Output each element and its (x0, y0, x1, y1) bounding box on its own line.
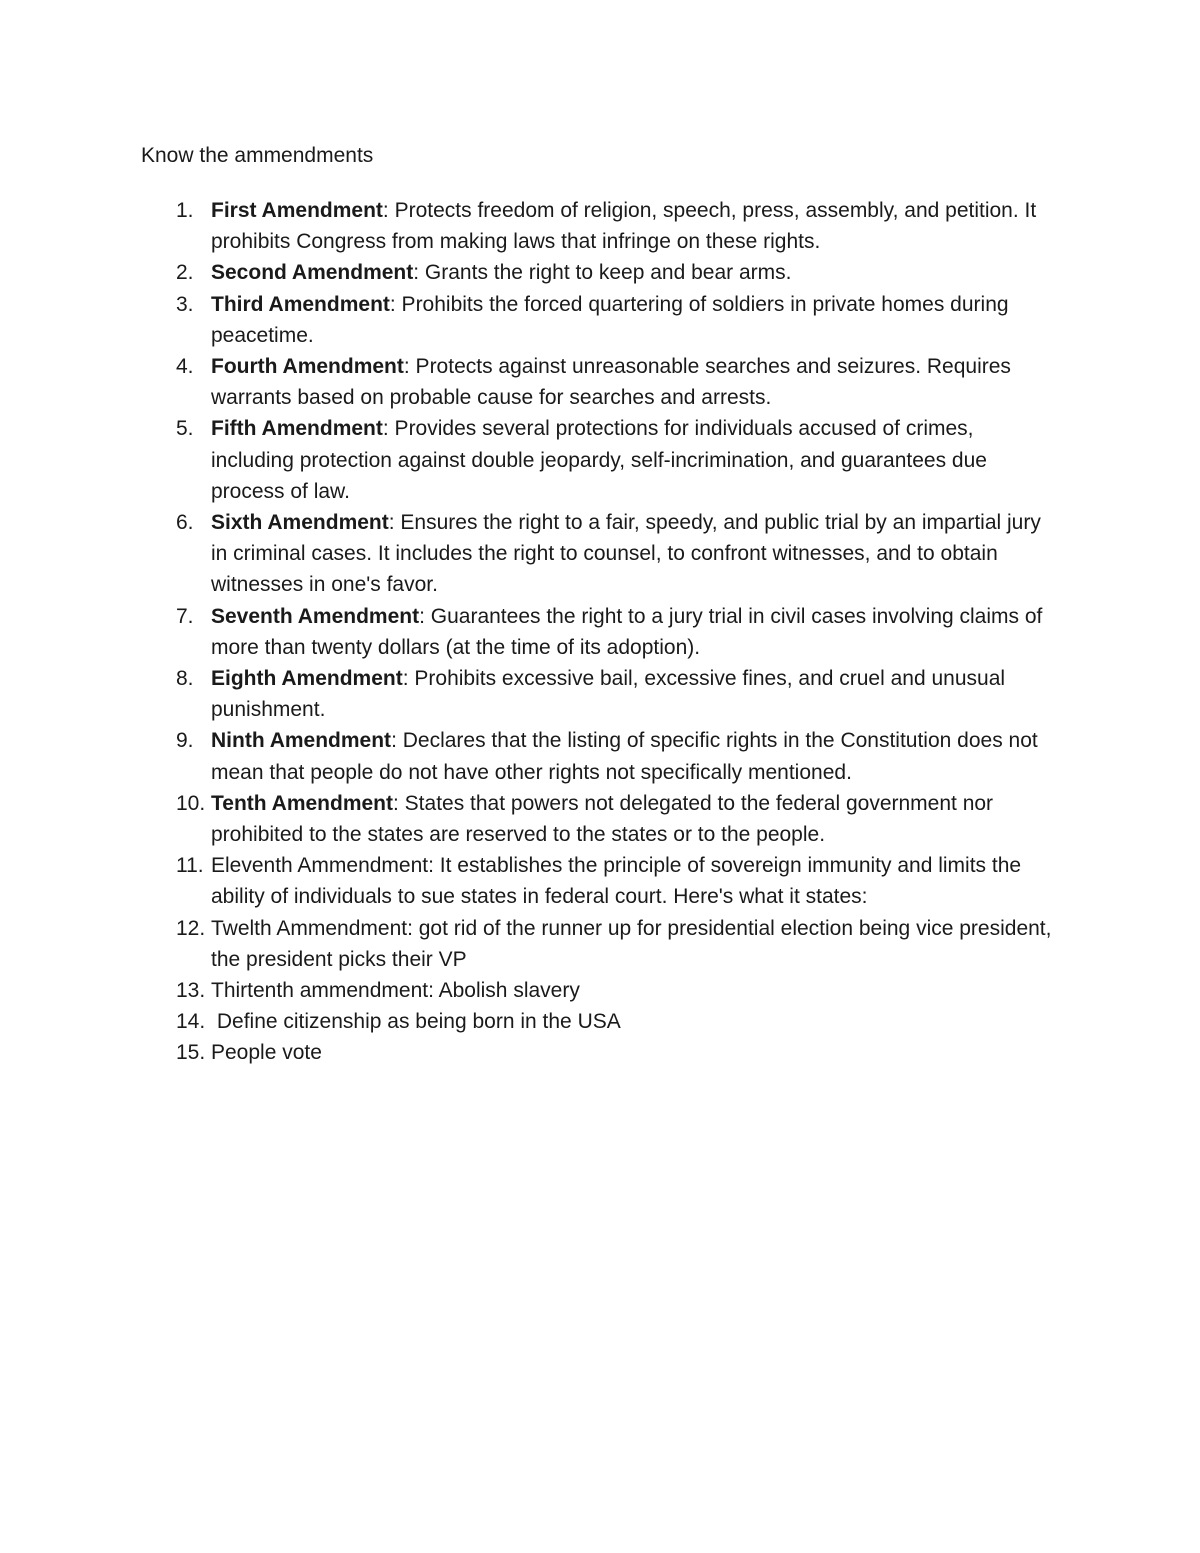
amendment-text: Thirtenth ammendment: Abolish slavery (211, 979, 580, 1003)
amendment-text: : States that powers not delegated to the federal government nor prohibited to the states are reserved to the states or to the people. (211, 791, 994, 847)
item-number: 9. (176, 729, 194, 753)
list-item (0, 663, 1061, 725)
list-item (0, 195, 1061, 257)
item-number: 10. (176, 791, 206, 815)
amendment-text: Define citizenship as being born in the USA (211, 1010, 621, 1034)
list-item (0, 1006, 1061, 1037)
list-item (0, 788, 1061, 850)
amendment-text: : Prohibits the forced quartering of soldiers in private homes during peacetime. (211, 292, 1009, 347)
list-item (0, 413, 1061, 507)
amendment-name: Sixth Amendment (211, 511, 389, 535)
list-item (0, 850, 1061, 912)
item-number: 7. (176, 604, 194, 628)
item-number: 14. (176, 1010, 206, 1034)
amendment-name: Tenth Amendment (211, 791, 393, 815)
amendment-text: : Prohibits excessive bail, excessive fines, and cruel and unusual punishment. (211, 667, 1006, 722)
item-number: 1. (176, 199, 194, 222)
amendment-text: People vote (211, 1041, 322, 1065)
item-number: 3. (176, 292, 194, 316)
list-item (0, 507, 1061, 601)
list-item (0, 913, 1061, 975)
list-item (0, 601, 1061, 663)
amendment-text: : Guarantees the right to a jury trial in civil cases involving claims of more than twenty dollars (at the time of its adoption). (211, 604, 1043, 659)
item-number: 15. (176, 1041, 206, 1065)
amendment-name: Third Amendment (211, 292, 390, 316)
item-number: 8. (176, 667, 194, 691)
amendment-text: Eleventh Ammendment: It establishes the principle of sovereign immunity and limits the ability of individuals to sue states in federal court. Here's what it states: (211, 854, 1022, 909)
amendment-text: : Grants the right to keep and bear arms. (413, 261, 792, 285)
item-number: 11. (176, 854, 204, 878)
amendment-text: : Protects against unreasonable searches and seizures. Requires warrants based on probable cause for searches and arrests. (211, 355, 1011, 410)
amendment-name: Ninth Amendment (211, 729, 392, 753)
amendment-text: Twelth Ammendment: got rid of the runner up for presidential election being vice president, the president picks their VP (211, 916, 1052, 971)
list-item (0, 975, 1061, 1006)
amendment-text: : Provides several protections for individuals accused of crimes, including protection against double jeopardy, self-incrimination, and guarantees due process of law. (211, 417, 987, 503)
amendment-name: First Amendment (211, 199, 383, 222)
list-item (0, 1037, 1061, 1068)
item-number: 6. (176, 511, 194, 535)
item-number: 4. (176, 355, 194, 379)
amendment-name: Fourth Amendment (211, 355, 404, 379)
document-title: Know the ammendments (141, 144, 374, 167)
list-item (0, 289, 1061, 351)
amendments-list (0, 195, 1200, 1069)
item-number: 13. (176, 979, 206, 1003)
amendment-name: Fifth Amendment (211, 417, 383, 441)
amendment-text: : Protects freedom of religion, speech, press, assembly, and petition. It prohibits Congress from making laws that infringe on these rights. (211, 199, 1037, 254)
list-item (0, 351, 1061, 413)
item-number: 12. (176, 916, 206, 940)
item-number: 2. (176, 261, 194, 285)
list-item (0, 257, 1061, 288)
amendment-name: Eighth Amendment (211, 667, 403, 691)
amendment-text: : Declares that the listing of specific rights in the Constitution does not mean that people do not have other rights not specifically mentioned. (211, 729, 1038, 784)
amendment-name: Second Amendment (211, 261, 414, 285)
item-number: 5. (176, 417, 194, 441)
list-item (0, 725, 1061, 787)
amendment-text: : Ensures the right to a fair, speedy, and public trial by an impartial jury in criminal cases. It includes the right to counsel, to confront witnesses, and to obtain witnesses in one's favor. (211, 511, 1041, 597)
amendment-name: Seventh Amendment (211, 604, 420, 628)
